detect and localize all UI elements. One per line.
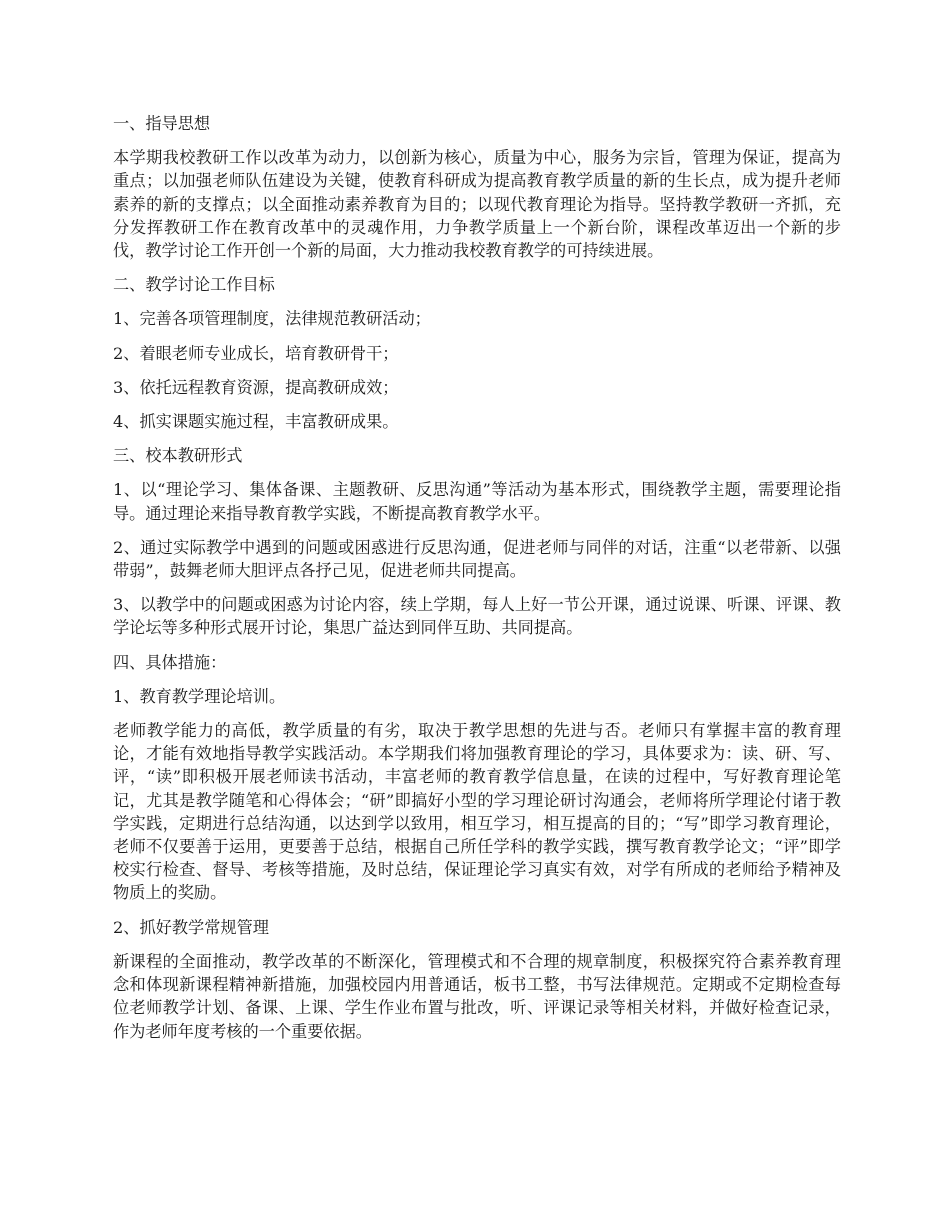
measure-heading-1: 1、教育教学理论培训。 — [113, 686, 286, 706]
paragraph-guiding-thought: 本学期我校教研工作以改革为动力，以创新为核心，质量为中心，服务为宗旨，管理为保证，提高为重点；以加强老师队伍建设为关键，使教育科研成为提高教育教学质量的新的生长点，成为提升老师素养的新的支撑点；以全面推动素养教育为目的；以现代教育理论为指导。坚持教学教研一齐抓，充分发挥教研工作在教育改革中的灵魂作用，力争教学质量上一个新台阶，课程改革迈出一个新的步伐，教学讨论工作开创一个新的局面，大力推动我校教育教学的可持续进展。 — [113, 148, 841, 261]
form-item-1: 1、以“理论学习、集体备课、主题教研、反思沟通”等活动为基本形式，围绕教学主题，需要理论指导。通过理论来指导教育教学实践，不断提高教育教学水平。 — [113, 480, 841, 523]
section-heading-measures: 四、具体措施： — [113, 652, 227, 672]
document-body — [113, 112, 841, 1054]
goal-item-4: 4、抓实课题实施过程，丰富教研成果。 — [113, 412, 399, 432]
goal-item-1: 1、完善各项管理制度，法律规范教研活动； — [113, 309, 431, 329]
measure-paragraph-1: 老师教学能力的高低，教学质量的有劣，取决于教学思想的先进与否。老师只有掌握丰富的教育理论，才能有效地指导教学实践活动。本学期我们将加强教育理论的学习，具体要求为：读、研、写、评，“读”即积极开展老师读书活动，丰富老师的教育教学信息量，在读的过程中，写好教育理论笔记，尤其是教学随笔和心得体会；“研”即搞好小型的学习理论研讨沟通会，老师将所学理论付诸于教学实践，定期进行总结沟通，以达到学以致用，相互学习，相互提高的目的；“写”即学习教育理论，老师不仅要善于运用，更要善于总结，根据自己所任学科的教学实践，撰写教育教学论文；“评”即学校实行检查、督导、考核等措施，及时总结，保证理论学习真实有效，对学有所成的老师给予精神及物质上的奖励。 — [113, 721, 841, 903]
measure-heading-2: 2、抓好教学常规管理 — [113, 917, 269, 937]
goal-item-2: 2、着眼老师专业成长，培育教研骨干； — [113, 343, 399, 363]
goal-item-3: 3、依托远程教育资源，提高教研成效； — [113, 377, 399, 397]
measure-paragraph-2: 新课程的全面推动，教学改革的不断深化，管理模式和不合理的规章制度，积极探究符合素养教育理念和体现新课程精神新措施，加强校园内用普通话，板书工整，书写法律规范。定期或不定期检查每位老师教学计划、备课、上课、学生作业布置与批改，听、评课记录等相关材料，并做好检查记录，作为老师年度考核的一个重要依据。 — [113, 951, 841, 1041]
section-heading-forms: 三、校本教研形式 — [113, 446, 243, 466]
section-heading-guiding-thought: 一、指导思想 — [113, 114, 211, 133]
section-heading-goals: 二、教学讨论工作目标 — [113, 275, 275, 295]
form-item-3: 3、以教学中的问题或困惑为讨论内容，续上学期，每人上好一节公开课，通过说课、听课、评课、教学论坛等多种形式展开讨论，集思广益达到同伴互助、共同提高。 — [113, 595, 841, 638]
form-item-2: 2、通过实际教学中遇到的问题或困惑进行反思沟通，促进老师与同伴的对话，注重“以老带新、以强带弱”，鼓舞老师大胆评点各抒己见，促进老师共同提高。 — [113, 537, 841, 581]
